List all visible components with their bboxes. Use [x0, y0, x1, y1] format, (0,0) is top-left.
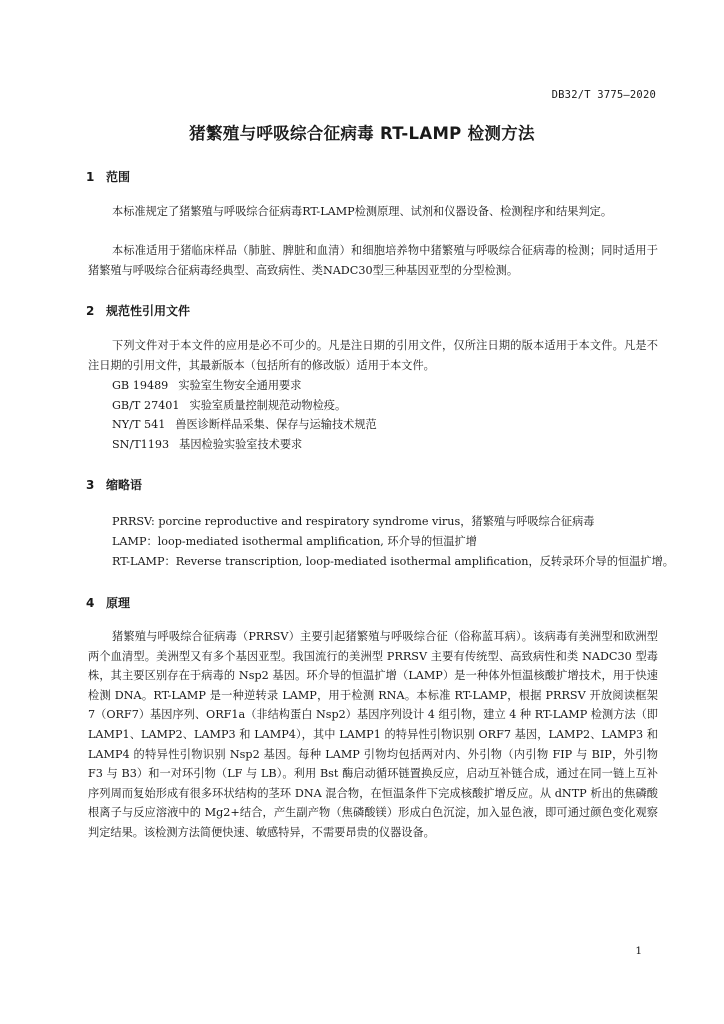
reference-code: NY/T 541 [112, 418, 166, 431]
abbreviation-item: RT-LAMP：Reverse transcription, loop-mediated isothermal amplification，反转录环介导的恒温扩增。 [112, 555, 674, 568]
reference-code: GB/T 27401 [112, 399, 180, 412]
document-title: 猪繁殖与呼吸综合征病毒 RT-LAMP 检测方法 [189, 124, 535, 143]
section-2-paragraph: 下列文件对于本文件的应用是必不可少的。凡是注日期的引用文件，仅所注日期的版本适用于本文件。凡是不注日期的引用文件，其最新版本（包括所有的修改版）适用于本文件。 [88, 339, 658, 372]
reference-item [112, 397, 346, 413]
abbreviation-item: PRRSV: porcine reproductive and respiratory syndrome virus，猪繁殖与呼吸综合征病毒 [112, 515, 595, 528]
standard-code: DB32/T 3775—2020 [551, 89, 656, 101]
section-title: 缩略语 [106, 478, 143, 492]
section-title: 规范性引用文件 [106, 304, 191, 318]
section-number: 2 [86, 304, 95, 318]
reference-name: 实验室质量控制规范动物检疫。 [189, 399, 347, 412]
section-number: 4 [86, 596, 95, 610]
reference-name: 兽医诊断样品采集、保存与运输技术规范 [175, 418, 377, 431]
page-number: 1 [635, 945, 642, 957]
section-2-heading [86, 302, 190, 319]
reference-item [112, 377, 301, 393]
section-4-heading [86, 594, 130, 611]
section-4-paragraph: 猪繁殖与呼吸综合征病毒（PRRSV）主要引起猪繁殖与呼吸综合征（俗称蓝耳病）。该病毒有美洲型和欧洲型两个血清型。美洲型又有多个基因亚型。我国流行的美洲型 PRRSV 主要有传统型、高致病性和类 NADC30 型毒株，其主要区别存在于病毒的 Nsp2 基因。环介导的恒温扩增（LAMP）是一种体外恒温核酸扩增技术，用于快速检测 DNA。RT-LAMP 是一种逆转录 LAMP，用于检测 RNA。本标准 RT-LAMP，根据 PRRSV 开放阅读框架 7（ORF7）基因序列、ORF1a（非结构蛋白 Nsp2）基因序列设计 4 组引物，建立 4 种 RT-LAMP 检测方法（即 LAMP1、LAMP2、LAMP3 和 LAMP4），其中 LAMP1 的特异性引物识别 ORF7 基因，LAMP2、LAMP3 和 LAMP4 的特异性引物识别 Nsp2 基因。每种 LAMP 引物均包括两对内、外引物（内引物 FIP 与 BIP，外引物 F3 与 B3）和一对环引物（LF 与 LB）。利用 Bst 酶启动循环链置换反应，启动互补链合成，通过在同一链上互补序列周而复始形成有很多环状结构的茎环 DNA 混合物，在恒温条件下完成核酸扩增反应。从 dNTP 析出的焦磷酸根离子与反应溶液中的 Mg2+结合，产生副产物（焦磷酸镁）形成白色沉淀，加入显色液，即可通过颜色变化观察判定结果。该检测方法简便快速、敏感特异，不需要昂贵的仪器设备。 [88, 630, 658, 839]
section-number: 1 [86, 170, 95, 184]
reference-name: 实验室生物安全通用要求 [178, 379, 302, 392]
section-number: 3 [86, 478, 95, 492]
section-1-paragraph-1: 本标准规定了猪繁殖与呼吸综合征病毒RT-LAMP检测原理、试剂和仪器设备、检测程序和结果判定。 [112, 205, 613, 218]
section-1-heading [86, 168, 130, 185]
abbreviation-item: LAMP：loop-mediated isothermal amplification, 环介导的恒温扩增 [112, 535, 477, 548]
section-title: 原理 [106, 596, 131, 610]
section-1-paragraph-2: 本标准适用于猪临床样品（肺脏、脾脏和血清）和细胞培养物中猪繁殖与呼吸综合征病毒的检测；同时适用于猪繁殖与呼吸综合征病毒经典型、高致病性、类NADC30型三种基因亚型的分型检测。 [88, 244, 658, 277]
section-title: 范围 [106, 170, 131, 184]
reference-code: SN/T1193 [112, 438, 170, 451]
reference-item [112, 416, 377, 432]
reference-item [112, 436, 302, 452]
reference-code: GB 19489 [112, 379, 169, 392]
section-3-heading [86, 476, 142, 493]
reference-name: 基因检验实验室技术要求 [179, 438, 303, 451]
